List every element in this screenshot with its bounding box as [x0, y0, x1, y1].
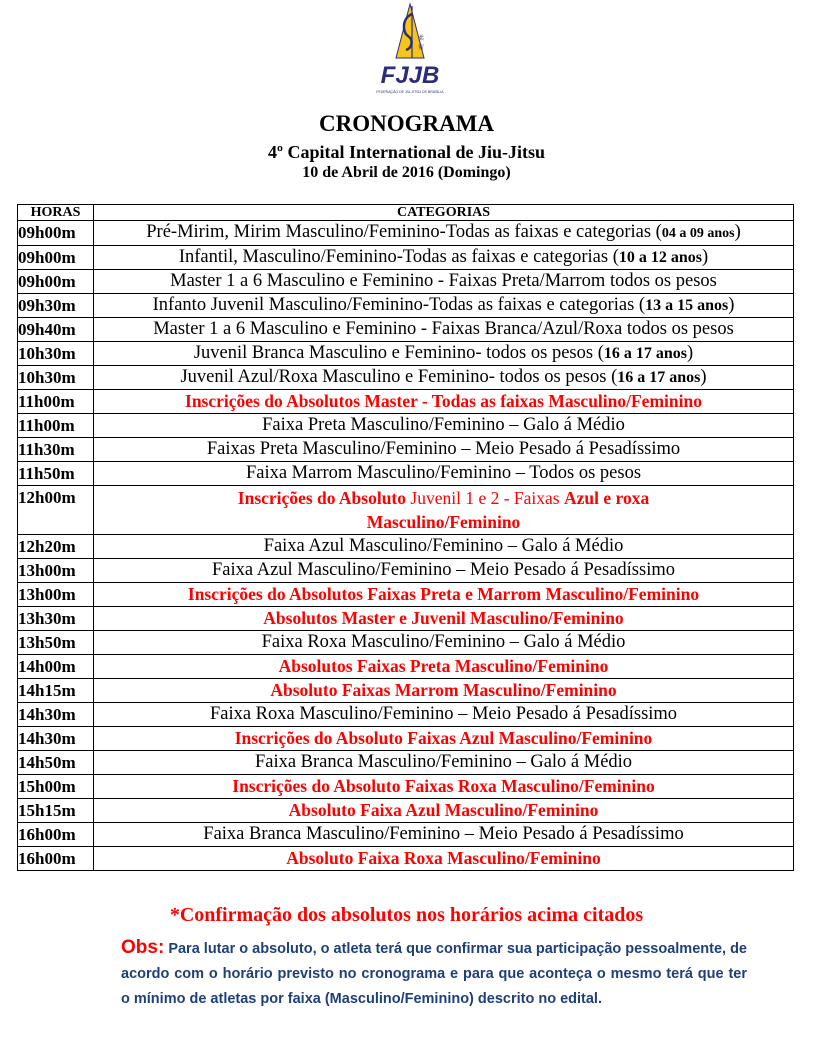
category-cell — [94, 607, 794, 631]
category-text: Faixa Marrom Masculino/Feminino – Todos os pesos — [245, 463, 642, 483]
table-row — [18, 535, 794, 559]
logo-text: FJJB — [380, 62, 440, 89]
time-cell: 14h30m — [18, 703, 94, 727]
category-text: Faixa Roxa Masculino/Feminino – Meio Pesado á Pesadíssimo — [209, 704, 678, 724]
category-cell — [94, 462, 794, 486]
category-cell — [94, 703, 794, 727]
time-cell: 14h15m — [18, 679, 94, 703]
category-text: Juvenil Azul/Roxa Masculino e Feminino- todos os pesos ( — [180, 367, 618, 387]
page-title: CRONOGRAMA — [318, 111, 495, 136]
schedule-table — [17, 204, 794, 871]
svg-text:術: 術 — [418, 44, 425, 51]
category-cell — [94, 655, 794, 679]
schedule-body — [18, 221, 794, 871]
closing-paren: ) — [701, 247, 709, 267]
closing-paren: ) — [686, 343, 694, 363]
table-row — [18, 799, 794, 823]
time-cell: 09h00m — [18, 221, 94, 246]
table-row — [18, 583, 794, 607]
table-row — [18, 462, 794, 486]
table-row — [18, 751, 794, 775]
age-range: 04 a 09 anos — [661, 226, 735, 241]
svg-text:柔: 柔 — [418, 35, 425, 42]
category-text-part2: Juvenil 1 e 2 - Faixas — [406, 488, 564, 508]
category-cell — [94, 679, 794, 703]
column-header-categorias: CATEGORIAS — [94, 205, 794, 221]
category-cell — [94, 390, 794, 414]
table-row — [18, 438, 794, 462]
time-cell: 10h30m — [18, 342, 94, 366]
table-row — [18, 390, 794, 414]
time-cell: 12h20m — [18, 535, 94, 559]
obs-note — [121, 935, 747, 1012]
time-cell: 14h50m — [18, 751, 94, 775]
time-cell: 09h00m — [18, 270, 94, 294]
category-text: Master 1 a 6 Masculino e Feminino - Faixas Branca/Azul/Roxa todos os pesos — [153, 319, 734, 339]
category-text: Master 1 a 6 Masculino e Feminino - Faixas Preta/Marrom todos os pesos — [170, 271, 717, 291]
age-range: 16 a 17 anos — [603, 345, 687, 362]
table-row — [18, 823, 794, 847]
category-cell — [94, 486, 794, 535]
category-cell — [94, 414, 794, 438]
table-row — [18, 294, 794, 318]
category-cell — [94, 221, 794, 246]
category-cell — [94, 246, 794, 270]
category-cell — [94, 799, 794, 823]
table-row — [18, 414, 794, 438]
table-row — [18, 221, 794, 246]
time-cell: 14h00m — [18, 655, 94, 679]
fjjb-logo — [368, 2, 452, 98]
category-text: Inscrições do Absoluto Faixas Roxa Masculino/Feminino — [232, 776, 655, 796]
time-cell: 09h30m — [18, 294, 94, 318]
category-text: Faixas Preta Masculino/Feminino – Meio Pesado á Pesadíssimo — [206, 439, 681, 459]
category-text: Absolutos Faixas Preta Masculino/Feminino — [278, 656, 609, 676]
category-cell — [94, 366, 794, 390]
table-row — [18, 270, 794, 294]
category-text: Faixa Roxa Masculino/Feminino – Galo á Médio — [261, 632, 626, 652]
table-row — [18, 486, 794, 535]
category-text: Inscrições do Absolutos Master - Todas as faixas Masculino/Feminino — [185, 391, 702, 411]
table-row — [18, 703, 794, 727]
time-cell: 09h40m — [18, 318, 94, 342]
time-cell: 14h30m — [18, 727, 94, 751]
category-text-part1: Inscrições do Absoluto — [237, 488, 407, 508]
category-cell — [94, 823, 794, 847]
logo-emblem-icon — [368, 2, 452, 62]
time-cell: 13h00m — [18, 583, 94, 607]
category-cell — [94, 438, 794, 462]
category-text: Absoluto Faixa Azul Masculino/Feminino — [288, 800, 599, 820]
category-text: Faixa Azul Masculino/Feminino – Meio Pesado á Pesadíssimo — [212, 560, 675, 580]
category-text: Inscrições do Absoluto Faixas Azul Masculino/Feminino — [234, 728, 653, 748]
table-row — [18, 318, 794, 342]
category-text: Faixa Branca Masculino/Feminino – Galo á Médio — [254, 752, 633, 772]
time-cell: 11h50m — [18, 462, 94, 486]
time-cell: 10h30m — [18, 366, 94, 390]
age-range: 13 a 15 anos — [645, 297, 729, 314]
time-cell: 15h00m — [18, 775, 94, 799]
time-cell: 11h30m — [18, 438, 94, 462]
closing-paren: ) — [728, 295, 735, 315]
category-cell — [94, 318, 794, 342]
age-range: 16 a 17 anos — [617, 369, 701, 386]
table-row — [18, 775, 794, 799]
category-text: Inscrições do Absolutos Faixas Preta e Marrom Masculino/Feminino — [187, 584, 700, 604]
logo-subtitle: FEDERAÇÃO DE JIU-JITSU DE BRASÍLIA — [376, 90, 444, 94]
closing-paren: ) — [700, 367, 707, 387]
table-row — [18, 607, 794, 631]
table-header-row — [18, 205, 794, 221]
column-header-horas: HORAS — [18, 205, 94, 221]
time-cell: 11h00m — [18, 414, 94, 438]
closing-paren: ) — [734, 222, 741, 242]
event-name: 4º Capital International de Jiu-Jitsu — [268, 142, 545, 162]
time-cell: 16h00m — [18, 847, 94, 871]
category-cell — [94, 270, 794, 294]
category-text: Infantil, Masculino/Feminino-Todas as faixas e categorias ( — [178, 247, 619, 267]
table-row — [18, 655, 794, 679]
table-row — [18, 727, 794, 751]
time-cell: 13h30m — [18, 607, 94, 631]
category-cell — [94, 294, 794, 318]
table-row — [18, 559, 794, 583]
event-date: 10 de Abril de 2016 (Domingo) — [302, 164, 511, 181]
category-cell — [94, 775, 794, 799]
category-text-part3: Azul e roxa — [563, 488, 650, 508]
category-cell — [94, 583, 794, 607]
time-cell: 16h00m — [18, 823, 94, 847]
category-text: Pré-Mirim, Mirim Masculino/Feminino-Todas as faixas e categorias ( — [146, 222, 662, 242]
category-text: Absolutos Master e Juvenil Masculino/Feminino — [263, 608, 624, 628]
table-row — [18, 342, 794, 366]
obs-label: Obs: — [121, 937, 165, 958]
time-cell: 11h00m — [18, 390, 94, 414]
category-cell — [94, 342, 794, 366]
table-row — [18, 847, 794, 871]
category-cell — [94, 535, 794, 559]
category-text: Juvenil Branca Masculino e Feminino- todos os pesos ( — [193, 343, 604, 363]
time-cell: 09h00m — [18, 246, 94, 270]
time-cell: 15h15m — [18, 799, 94, 823]
age-range: 10 a 12 anos — [618, 249, 702, 266]
time-cell: 13h00m — [18, 559, 94, 583]
category-text: Faixa Azul Masculino/Feminino – Galo á Médio — [263, 536, 624, 556]
category-text: Faixa Preta Masculino/Feminino – Galo á Médio — [262, 415, 625, 435]
category-cell — [94, 727, 794, 751]
time-cell: 13h50m — [18, 631, 94, 655]
category-text: Absoluto Faixas Marrom Masculino/Feminino — [270, 680, 617, 700]
table-row — [18, 631, 794, 655]
category-text: Absoluto Faixa Roxa Masculino/Feminino — [286, 848, 601, 868]
category-text: Faixa Branca Masculino/Feminino – Meio Pesado á Pesadíssimo — [203, 824, 684, 844]
table-row — [18, 679, 794, 703]
table-row — [18, 366, 794, 390]
time-cell: 12h00m — [18, 486, 94, 535]
obs-text: Para lutar o absoluto, o atleta terá que confirmar sua participação pessoalmente, de acordo com o horário previsto no cronograma e para que aconteça o mesmo terá que ter o mínimo de atletas por faixa (Masculino/Feminino) descrito no edital. — [121, 941, 747, 1007]
category-cell — [94, 631, 794, 655]
category-cell — [94, 847, 794, 871]
category-cell — [94, 751, 794, 775]
category-text: Infanto Juvenil Masculino/Feminino-Todas as faixas e categorias ( — [152, 295, 646, 315]
table-row — [18, 246, 794, 270]
confirmation-note: *Confirmação dos absolutos nos horários acima citados — [169, 904, 644, 926]
category-text-part4: Masculino/Feminino — [366, 512, 521, 532]
category-cell — [94, 559, 794, 583]
